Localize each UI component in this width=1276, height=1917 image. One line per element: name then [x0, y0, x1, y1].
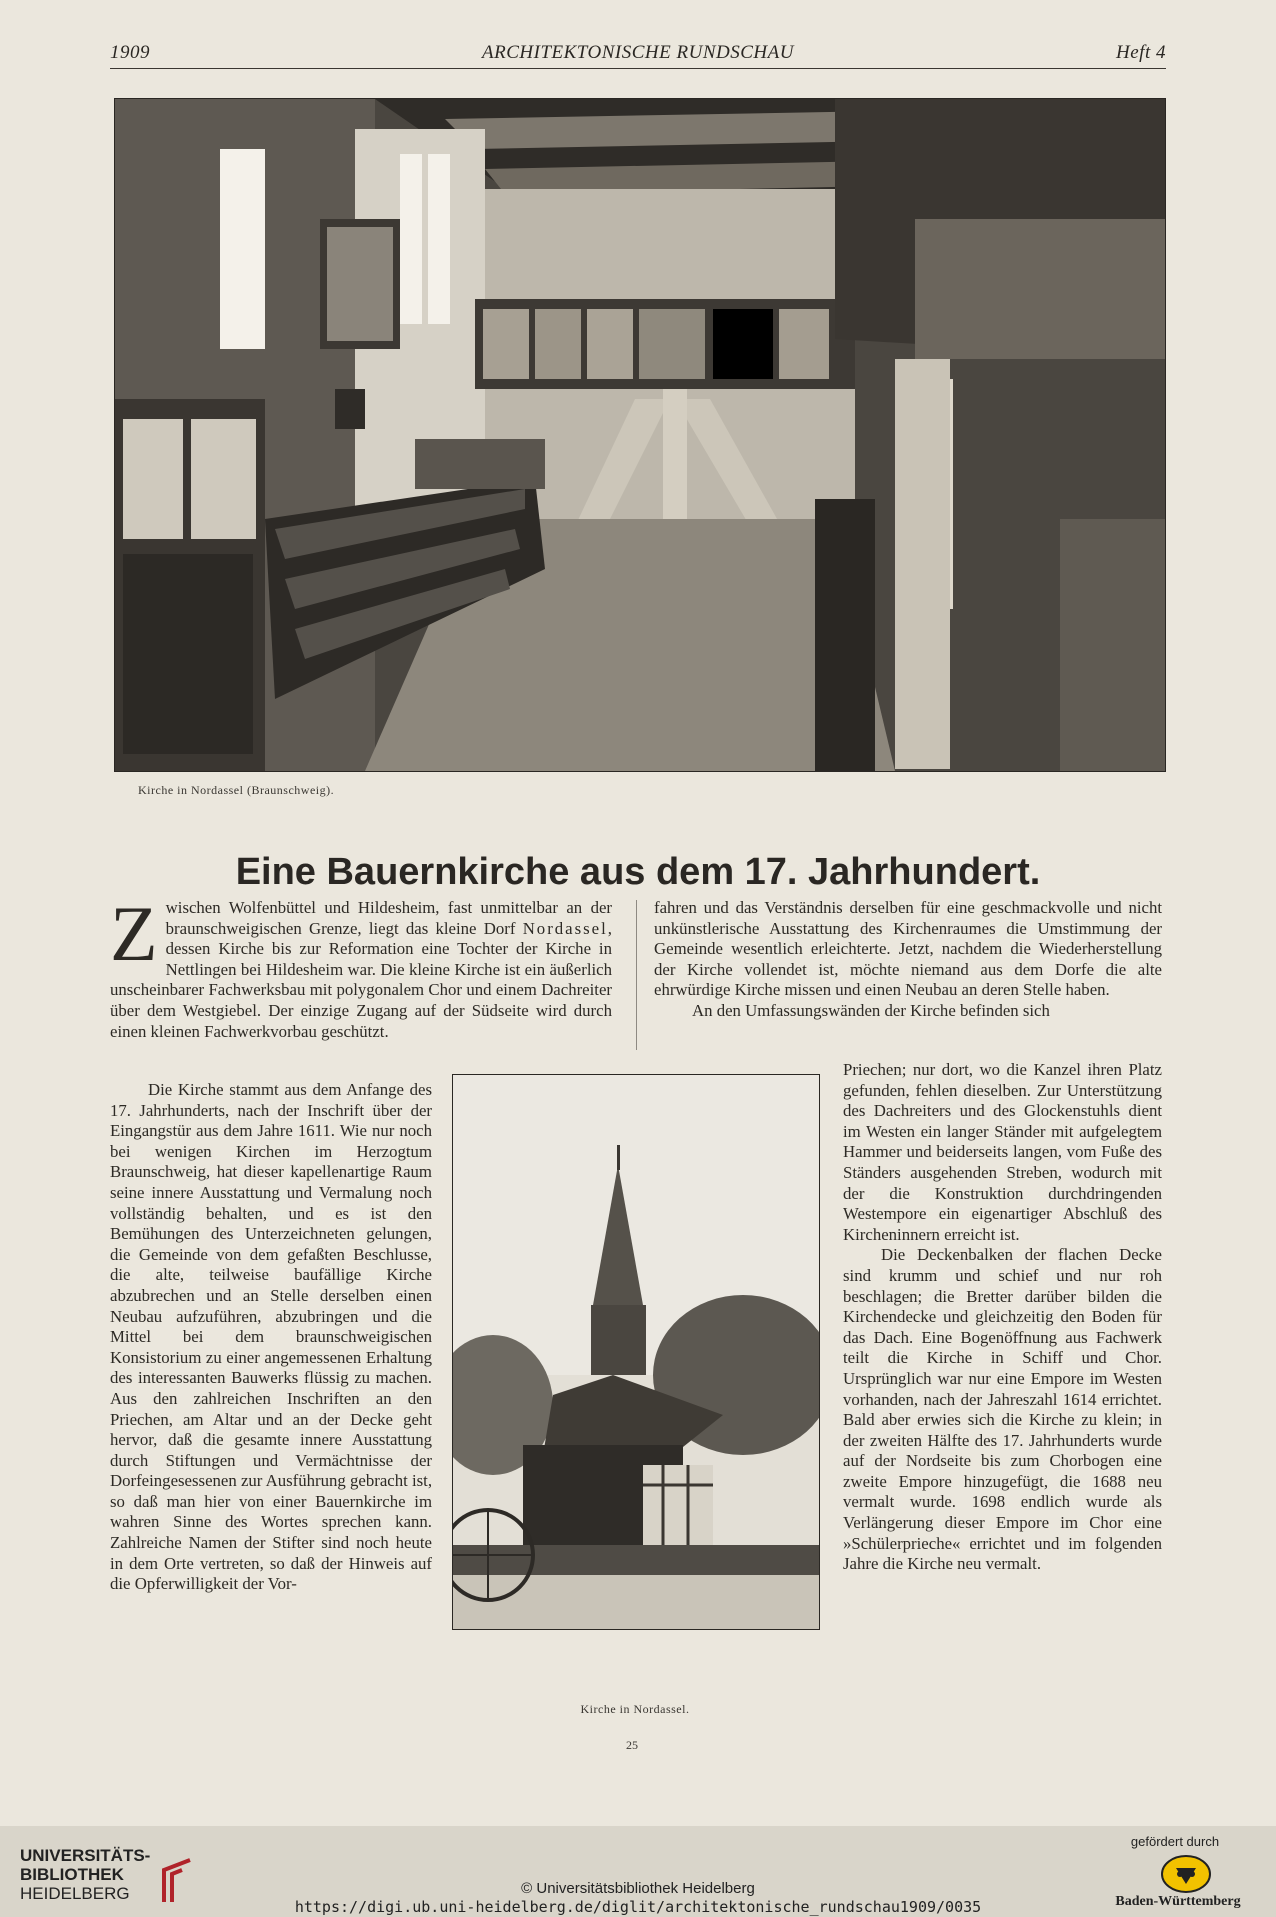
paragraph-walls-start: An den Umfassungswänden der Kirche befinden sich — [692, 1000, 1050, 1020]
right-column-narrow — [843, 1060, 1162, 1575]
funded-by-label: gefördert durch — [1130, 1834, 1220, 1849]
library-name-line2: BIBLIOTHEK — [20, 1865, 124, 1884]
right-column-top — [654, 898, 1162, 1022]
digital-library-footer — [0, 1826, 1276, 1917]
left-column-narrow — [110, 1080, 432, 1595]
place-name-spaced: Nordassel — [522, 918, 608, 938]
state-name[interactable]: Baden-Württemberg — [1115, 1894, 1241, 1909]
paragraph-continuation: fahren und das Verständnis derselben für eine geschmackvolle und nicht unkünstlerische Ausstattung des Kirchenraumes die Umstimmung der Gemeinde wesentlich erleichterte. Jetzt, nachdem die Wiederherstellung der Kirche vollendet ist, möchte niemand aus dem Dorfe die alte ehrwürdige Kirche missen und einen Neubau an deren Stelle haben. — [654, 898, 1162, 1000]
permalink-url[interactable]: https://digi.ub.uni-heidelberg.de/diglit/architektonische_rundschau1909/0035 — [294, 1898, 982, 1916]
paragraph-ceiling: Die Deckenbalken der flachen Decke sind krumm und schief und nur roh beschlagen; die Bretter darüber bilden die Kirchendecke und gleichzeitig den Boden für das Dach. Eine Bogenöffnung aus Fachwerk teilt die Kirche in Schiff und Chor. Ursprünglich war nur eine Empore im Westen vorhanden, nach der Jahreszahl 1614 errichtet. Bald aber erwies sich die Kirche zu klein; in der zweiten Hälfte des 17. Jahrhunderts wurde auf der Nordseite bis zum Chorbogen eine zweite Empore hinzugefügt, die 1688 neu vermalt wurde. 1698 endlich wurde als Verlängerung dieser Empore im Chor eine »Schülerprieche« errichtet und im folgenden Jahre die Kirche neu vermalt. — [843, 1245, 1162, 1574]
exterior-photo-caption: Kirche in Nordassel. — [580, 1702, 690, 1716]
column-divider — [636, 900, 637, 1050]
paragraph-history: Die Kirche stammt aus dem Anfange des 17. Jahrhunderts, nach der Inschrift über der Eingangstür aus dem Jahre 1611. Wie nur noch bei wenigen Kirchen im Herzogtum Braunschweig, hat dieser kapellenartige Raum seine innere Ausstattung und Vermalung noch vollständig behalten, und es ist den Bemühungen des Unterzeichneten gelungen, die Gemeinde von dem gefaßten Beschlusse, die alte, teilweise baufällige Kirche abzubrechen und an Stelle derselben einen Neubau aufzuführen, abzubringen und die Mittel bei dem braunschweigischen Konsistorium zu einer angemessenen Erhaltung des interessanten Bauwerks flüssig zu machen. Aus den zahlreichen Inschriften an den Priechen, am Altar und an der Decke geht hervor, daß die gesamte innere Ausstattung durch Stiftungen und Vermächtnisse der Dorfeingesessenen zur Ausführung gebracht ist, so daß man hier von einer Bauernkirche im wahren Sinne des Wortes sprechen kann. Zahlreiche Namen der Stifter sind noch heute in dem Orte vertreten, so daß der Hinweis auf die Opferwilligkeit der Vor- — [110, 1080, 433, 1594]
header-year: 1909 — [110, 42, 150, 63]
interior-photo-caption: Kirche in Nordassel (Braunschweig). — [138, 783, 335, 797]
church-interior-photo — [114, 98, 1166, 772]
header-issue: Heft 4 — [1116, 42, 1166, 63]
baden-wuerttemberg-crest-icon — [1160, 1854, 1212, 1894]
paragraph-walls: Priechen; nur dort, wo die Kanzel ihren Platz gefunden, fehlen dieselben. Zur Unterstützung des Dachreiters und des Glockenstuhls dient im Westen ein langer Ständer mit aufgelegtem Hammer und beiderseits langen, vom Fuße des Ständers ausgehenden Streben, wodurch mit der die Konstruktion durchdringenden Westempore ein eigenartiger Abschluß des Kircheninnern erreicht ist. — [843, 1060, 1162, 1244]
page-number: 25 — [626, 1738, 638, 1752]
left-column-intro — [110, 890, 612, 1042]
running-head — [110, 42, 1166, 69]
header-journal-title: ARCHITEKTONISCHE RUNDSCHAU — [482, 42, 794, 63]
copyright-notice: © Universitätsbibliothek Heidelberg — [521, 1880, 755, 1897]
drop-cap: Z — [110, 890, 158, 977]
paragraph-intro: Zwischen Wolfenbüttel und Hildesheim, fast unmittelbar an der braunschweigischen Grenze, liegt das kleine Dorf Nordassel, dessen Kirche bis zur Reformation eine Tochter der Kirche in Nettlingen bei Hildesheim war. Die kleine Kirche ist ein äußerlich unscheinbarer Fachwerksbau mit polygonalem Chor und einem Dachreiter über dem Westgiebel. Der einzige Zugang auf der Südseite wird durch einen kleinen Fachwerkvorbau geschützt. — [110, 890, 612, 1041]
library-name-line3: HEIDELBERG — [20, 1884, 130, 1903]
article-title: Eine Bauernkirche aus dem 17. Jahrhundert. — [235, 851, 1041, 894]
church-exterior-photo — [452, 1074, 820, 1630]
ub-heidelberg-logo[interactable] — [20, 1846, 200, 1906]
library-name-line1: UNIVERSITÄTS- — [20, 1846, 151, 1865]
